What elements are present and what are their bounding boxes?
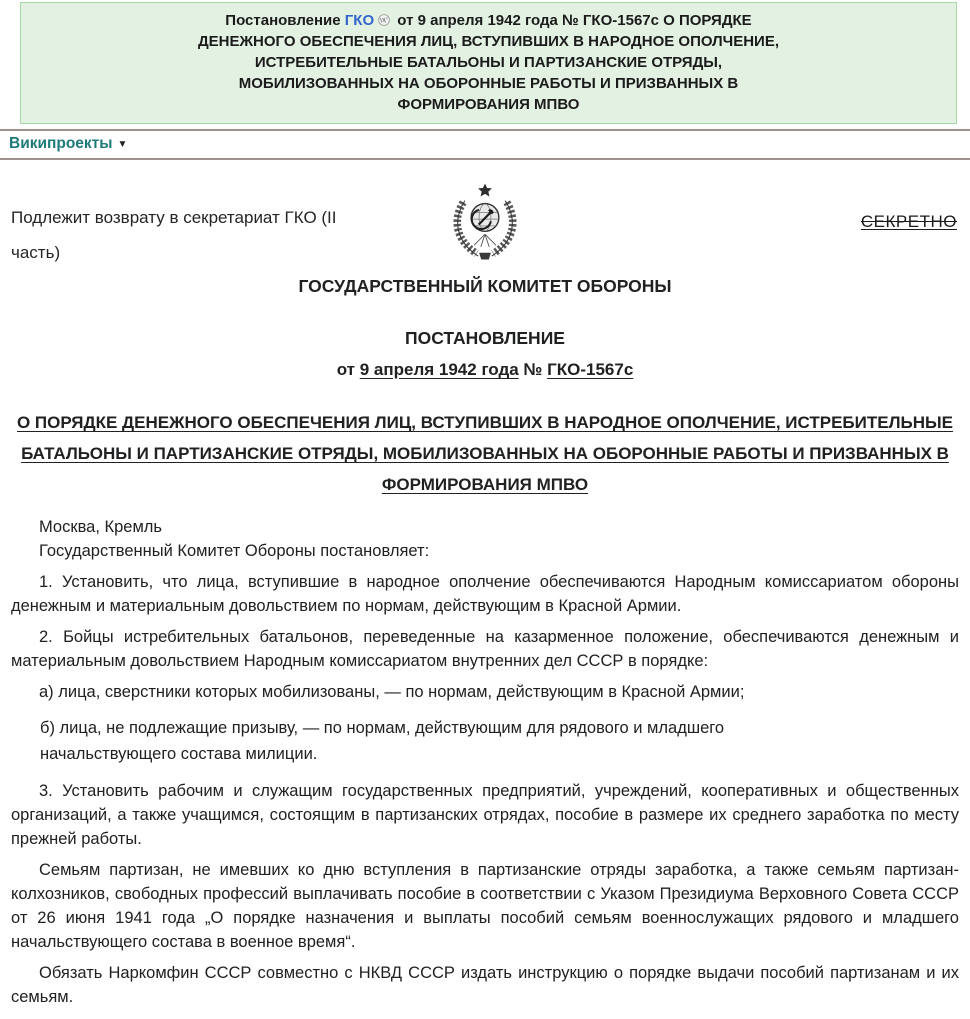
chevron-down-icon: ▼	[117, 139, 128, 150]
wikiprojects-label: Википроекты	[9, 135, 113, 152]
wikiprojects-bar	[0, 131, 970, 158]
doc-title-line: ФОРМИРОВАНИЯ МПВО	[381, 475, 589, 494]
document-letterhead	[0, 160, 970, 500]
wikiprojects-dropdown[interactable]	[9, 135, 127, 152]
page-title-line	[35, 10, 942, 31]
gko-link[interactable]: ГКО	[344, 12, 375, 29]
doc-title-line: О ПОРЯДКЕ ДЕНЕЖНОГО ОБЕСПЕЧЕНИЯ ЛИЦ, ВСТУПИВШИХ В НАРОДНОЕ ОПОЛЧЕНИЕ, ИСТРЕБИТЕЛЬНЫЕ	[16, 413, 953, 432]
date-prefix: от	[336, 360, 360, 379]
doc-title	[0, 407, 970, 500]
paragraph-narkomfin: Обязать Наркомфин СССР совместно с НКВД СССР издать инструкцию о порядке выдачи пособий партизанам и их семьям.	[11, 964, 959, 1006]
page-title-box	[20, 2, 957, 124]
ussr-coat-of-arms-icon	[443, 182, 527, 268]
title-text: Постановление	[225, 12, 345, 29]
org-heading: ГОСУДАРСТВЕННЫЙ КОМИТЕТ ОБОРОНЫ	[298, 276, 672, 296]
document-body	[0, 500, 970, 1019]
preamble-line: Государственный Комитет Обороны постановляет:	[39, 542, 430, 560]
item-b: б) лица, не подлежащие призыву, — по нормам, действующим для рядового и младшего начальствующего состава милиции.	[40, 719, 725, 763]
doc-date-line	[0, 360, 970, 380]
secret-stamp: СЕКРЕТНО	[860, 212, 957, 231]
doc-date: 9 апреля 1942 года	[359, 360, 519, 379]
return-note: Подлежит возврату в секретариат ГКО (II часть)	[11, 208, 337, 262]
page-title-line: МОБИЛИЗОВАННЫХ НА ОБОРОННЫЕ РАБОТЫ И ПРИЗВАННЫХ В	[238, 75, 739, 92]
title-text: от 9 апреля 1942 года № ГКО-1567с О ПОРЯДКЕ	[393, 12, 752, 29]
paragraph-3: 3. Установить рабочим и служащим государственных предприятий, учреждений, кооперативных и общественных организаций, а также учащимся, состоящим в партизанских отрядах, пособие в размере их среднего заработка по месту прежней работы.	[11, 782, 959, 848]
paragraph-1: 1. Установить, что лица, вступившие в народное ополчение обеспечиваются Народным комиссариатом обороны денежным и материальным довольствием по нормам, действующим в Красной Армии.	[11, 573, 959, 615]
paragraph-families: Семьям партизан, не имевших ко дню вступления в партизанские отряды заработка, а также семьям партизан-колхозников, свободных профессий выплачивать пособие в соответствии с Указом Президиума Верховного Совета СССР от 26 июня 1941 года „О порядке назначения и выплаты пособий семьям военнослужащих рядового и младшего начальствующего состава в военное время“.	[11, 861, 959, 951]
paragraph-2: 2. Бойцы истребительных батальонов, переведенные на казарменное положение, обеспечиваются денежным и материальным довольствием Народным комиссариатом внутренних дел СССР в порядке:	[11, 628, 959, 670]
number-sign: №	[518, 360, 548, 379]
place-line: Москва, Кремль	[39, 518, 163, 536]
doc-title-line: БАТАЛЬОНЫ И ПАРТИЗАНСКИЕ ОТРЯДЫ, МОБИЛИЗОВАННЫХ НА ОБОРОННЫЕ РАБОТЫ И ПРИЗВАННЫХ В	[21, 444, 949, 463]
doc-number: ГКО-1567с	[547, 360, 634, 379]
page-title-line: ИСТРЕБИТЕЛЬНЫЕ БАТАЛЬОНЫ И ПАРТИЗАНСКИЕ ОТРЯДЫ,	[254, 54, 723, 71]
item-a: а) лица, сверстники которых мобилизованы, — по нормам, действующим в Красной Армии;	[39, 683, 745, 701]
doc-type-heading: ПОСТАНОВЛЕНИЕ	[405, 328, 565, 348]
wikipedia-globe-icon[interactable]	[378, 11, 390, 23]
page-title-line: ФОРМИРОВАНИЯ МПВО	[397, 96, 580, 113]
page-title-line: ДЕНЕЖНОГО ОБЕСПЕЧЕНИЯ ЛИЦ, ВСТУПИВШИХ В НАРОДНОЕ ОПОЛЧЕНИЕ,	[197, 33, 780, 50]
